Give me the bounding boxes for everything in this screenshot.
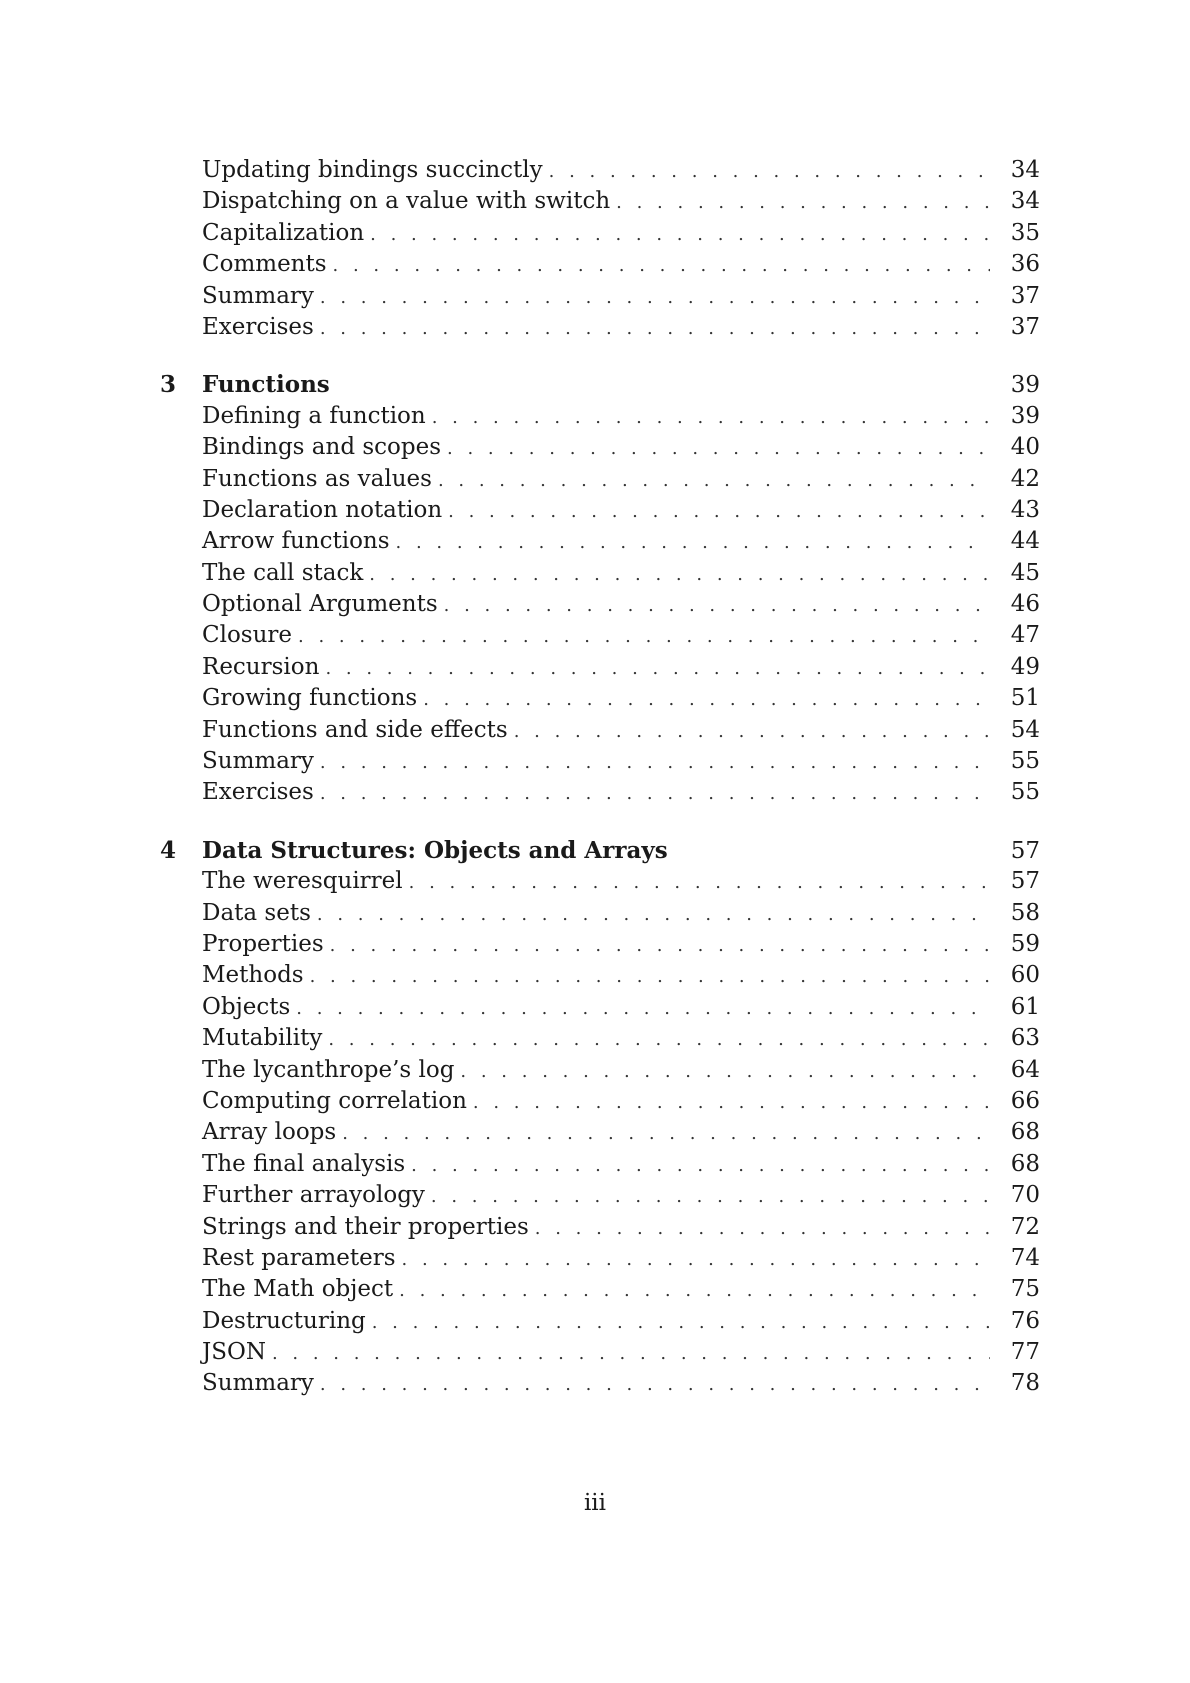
toc-entry-title: Closure (202, 622, 293, 649)
toc-entry-page: 78 (1010, 1370, 1040, 1397)
toc-entry-page: 55 (1010, 748, 1040, 775)
chapter-title: Functions (202, 371, 330, 399)
dot-leader (549, 156, 990, 187)
toc-entry-page: 70 (1010, 1182, 1040, 1209)
dot-leader (333, 250, 990, 281)
chapter-number: 4 (160, 836, 177, 864)
toc-entry[interactable] (160, 312, 1040, 343)
dot-leader (369, 559, 990, 590)
toc-entry-title: Properties (202, 930, 324, 957)
dot-leader (616, 187, 990, 218)
toc-entry-title: Optional Arguments (202, 591, 438, 618)
dot-leader (447, 433, 990, 464)
toc-entry-page: 57 (1010, 868, 1040, 895)
toc-entry[interactable] (160, 1117, 1040, 1148)
toc-entry-title: Mutability (202, 1025, 323, 1052)
dot-leader (320, 1369, 990, 1400)
toc-entry-page: 34 (1010, 188, 1040, 215)
toc-entry[interactable] (160, 1337, 1040, 1368)
dot-leader (423, 684, 990, 715)
toc-entry[interactable] (160, 1243, 1040, 1274)
toc-entry[interactable] (160, 746, 1040, 777)
dot-leader (444, 590, 990, 621)
toc-entry[interactable] (160, 495, 1040, 526)
toc-entry[interactable] (160, 1086, 1040, 1117)
toc-entry[interactable] (160, 652, 1040, 683)
toc-entry-page: 39 (1010, 402, 1040, 429)
toc-entry[interactable] (160, 401, 1040, 432)
toc-entry-page: 45 (1010, 559, 1040, 586)
toc-entry-page: 63 (1010, 1025, 1040, 1052)
toc-entry[interactable] (160, 898, 1040, 929)
toc-entry[interactable] (160, 683, 1040, 714)
toc-entry[interactable] (160, 558, 1040, 589)
toc-entry-page: 77 (1010, 1339, 1040, 1366)
toc-entry-page: 58 (1010, 899, 1040, 926)
toc-entry[interactable] (160, 155, 1040, 186)
dot-leader (328, 1024, 990, 1055)
dot-leader (431, 1181, 990, 1212)
toc-entry-page: 74 (1010, 1244, 1040, 1271)
dot-leader (320, 778, 990, 809)
toc-entry[interactable] (160, 1055, 1040, 1086)
toc-entry[interactable] (160, 1368, 1040, 1399)
toc-entry-page: 59 (1010, 930, 1040, 957)
dot-leader (330, 930, 990, 961)
chapter-heading[interactable] (160, 369, 1040, 400)
toc-entry-title: Summary (202, 1370, 314, 1397)
toc-entry[interactable] (160, 715, 1040, 746)
page-number: iii (583, 1490, 607, 1516)
toc-entry-title: Functions and side effects (202, 716, 508, 743)
toc-entry-title: Capitalization (202, 219, 365, 246)
toc-entry-title: Bindings and scopes (202, 434, 442, 461)
chapter-heading[interactable] (160, 835, 1040, 866)
toc-entry-title: The Math object (202, 1276, 394, 1303)
dot-leader (460, 1056, 990, 1087)
toc-entry-title: Declaration notation (202, 496, 443, 523)
toc-entry-page: 68 (1010, 1119, 1040, 1146)
toc-entry-title: Summary (202, 282, 314, 309)
toc-entry-title: The lycanthrope’s log (202, 1056, 455, 1083)
toc-entry-page: 36 (1010, 251, 1040, 278)
toc-entry[interactable] (160, 186, 1040, 217)
toc-entry-page: 66 (1010, 1087, 1040, 1114)
toc-entry[interactable] (160, 960, 1040, 991)
dot-leader (310, 961, 990, 992)
toc-entry-title: Functions as values (202, 465, 432, 492)
toc-entry-title: The weresquirrel (202, 868, 403, 895)
toc-entry-title: Destructuring (202, 1307, 366, 1334)
dot-leader (272, 1338, 990, 1369)
dot-leader (296, 993, 990, 1024)
dot-leader (320, 313, 990, 344)
toc-entry[interactable] (160, 1306, 1040, 1337)
chapter-title: Data Structures: Objects and Arrays (202, 836, 668, 864)
toc-entry-title: Exercises (202, 313, 314, 340)
toc-entry-title: Data sets (202, 899, 311, 926)
dot-leader (372, 1307, 990, 1338)
dot-leader (342, 1118, 990, 1149)
dot-leader (320, 747, 990, 778)
toc-entry-title: Exercises (202, 779, 314, 806)
toc-entry[interactable] (160, 432, 1040, 463)
toc-entry[interactable] (160, 1180, 1040, 1211)
toc-entry-page: 64 (1010, 1056, 1040, 1083)
toc-entry-page: 72 (1010, 1213, 1040, 1240)
toc-entry-page: 34 (1010, 157, 1040, 183)
toc-entry[interactable] (160, 866, 1040, 897)
toc-entry-page: 76 (1010, 1307, 1040, 1334)
dot-leader (396, 527, 990, 558)
toc-entry-title: Rest parameters (202, 1244, 396, 1271)
toc-entry[interactable] (160, 218, 1040, 249)
toc-entry-page: 75 (1010, 1276, 1040, 1303)
toc-entry-page: 68 (1010, 1150, 1040, 1177)
toc-entry[interactable] (160, 1023, 1040, 1054)
toc-entry-title: Dispatching on a value with switch (202, 188, 611, 215)
toc-entry-title: Further arrayology (202, 1182, 425, 1209)
toc-entry[interactable] (160, 777, 1040, 808)
toc-entry[interactable] (160, 1149, 1040, 1180)
toc-entry-title: Recursion (202, 653, 320, 680)
toc-entry-page: 46 (1010, 591, 1040, 618)
toc-chapter-3 (160, 369, 1040, 808)
toc-entry[interactable] (160, 1212, 1040, 1243)
toc-entry-page: 47 (1010, 622, 1040, 649)
toc-chapter-4 (160, 835, 1040, 1400)
chapter-number: 3 (160, 371, 177, 399)
toc-entry-page: 43 (1010, 496, 1040, 523)
toc-entry-title: Methods (202, 962, 304, 989)
dot-leader (448, 496, 990, 527)
toc-entry-title: Computing correlation (202, 1087, 467, 1114)
toc-entry-title: Objects (202, 993, 291, 1020)
toc-entry-title: Arrow functions (202, 528, 390, 555)
dot-leader (298, 621, 990, 652)
dot-leader (438, 465, 990, 496)
chapter-page: 39 (1010, 372, 1040, 399)
toc-entry[interactable] (160, 992, 1040, 1023)
toc-entry[interactable] (160, 526, 1040, 557)
toc-entry-title: Updating bindings succinctly (202, 157, 543, 183)
toc-entry[interactable] (160, 281, 1040, 312)
toc-section-continued (160, 155, 1040, 343)
dot-leader (325, 653, 990, 684)
toc-entry[interactable] (160, 620, 1040, 651)
toc-entry[interactable] (160, 249, 1040, 280)
toc-entry[interactable] (160, 1274, 1040, 1305)
toc-entry-title: The call stack (202, 559, 364, 586)
dot-leader (473, 1087, 990, 1118)
chapter-page: 57 (1010, 837, 1040, 864)
dot-leader (370, 219, 990, 250)
dot-leader (514, 716, 990, 747)
toc-entry-page: 40 (1010, 434, 1040, 461)
dot-leader (432, 402, 990, 433)
toc-entry[interactable] (160, 929, 1040, 960)
toc-entry-title: Array loops (202, 1119, 337, 1146)
toc-entry[interactable] (160, 589, 1040, 620)
dot-leader (320, 282, 990, 313)
toc-entry-title: Growing functions (202, 685, 418, 712)
toc-entry-page: 44 (1010, 528, 1040, 555)
toc-entry-title: Summary (202, 748, 314, 775)
toc-entry-page: 61 (1010, 993, 1040, 1020)
toc-entry-page: 37 (1010, 313, 1040, 340)
dot-leader (402, 1244, 990, 1275)
dot-leader (317, 899, 990, 930)
toc-entry[interactable] (160, 464, 1040, 495)
dot-leader (411, 1150, 990, 1181)
toc-entry-page: 49 (1010, 653, 1040, 680)
toc-entry-title: Comments (202, 251, 327, 278)
toc-entry-page: 54 (1010, 716, 1040, 743)
toc-entry-page: 51 (1010, 685, 1040, 712)
table-of-contents (160, 155, 1040, 1400)
toc-entry-page: 35 (1010, 219, 1040, 246)
toc-entry-page: 60 (1010, 962, 1040, 989)
toc-entry-title: The final analysis (202, 1150, 406, 1177)
toc-entry-page: 37 (1010, 282, 1040, 309)
toc-entry-title: JSON (202, 1339, 266, 1366)
dot-leader (409, 867, 990, 898)
toc-entry-page: 42 (1010, 465, 1040, 492)
toc-entry-title: Strings and their properties (202, 1213, 529, 1240)
toc-entry-title: Defining a function (202, 402, 426, 429)
dot-leader (399, 1275, 990, 1306)
toc-entry-page: 55 (1010, 779, 1040, 806)
dot-leader (535, 1213, 990, 1244)
